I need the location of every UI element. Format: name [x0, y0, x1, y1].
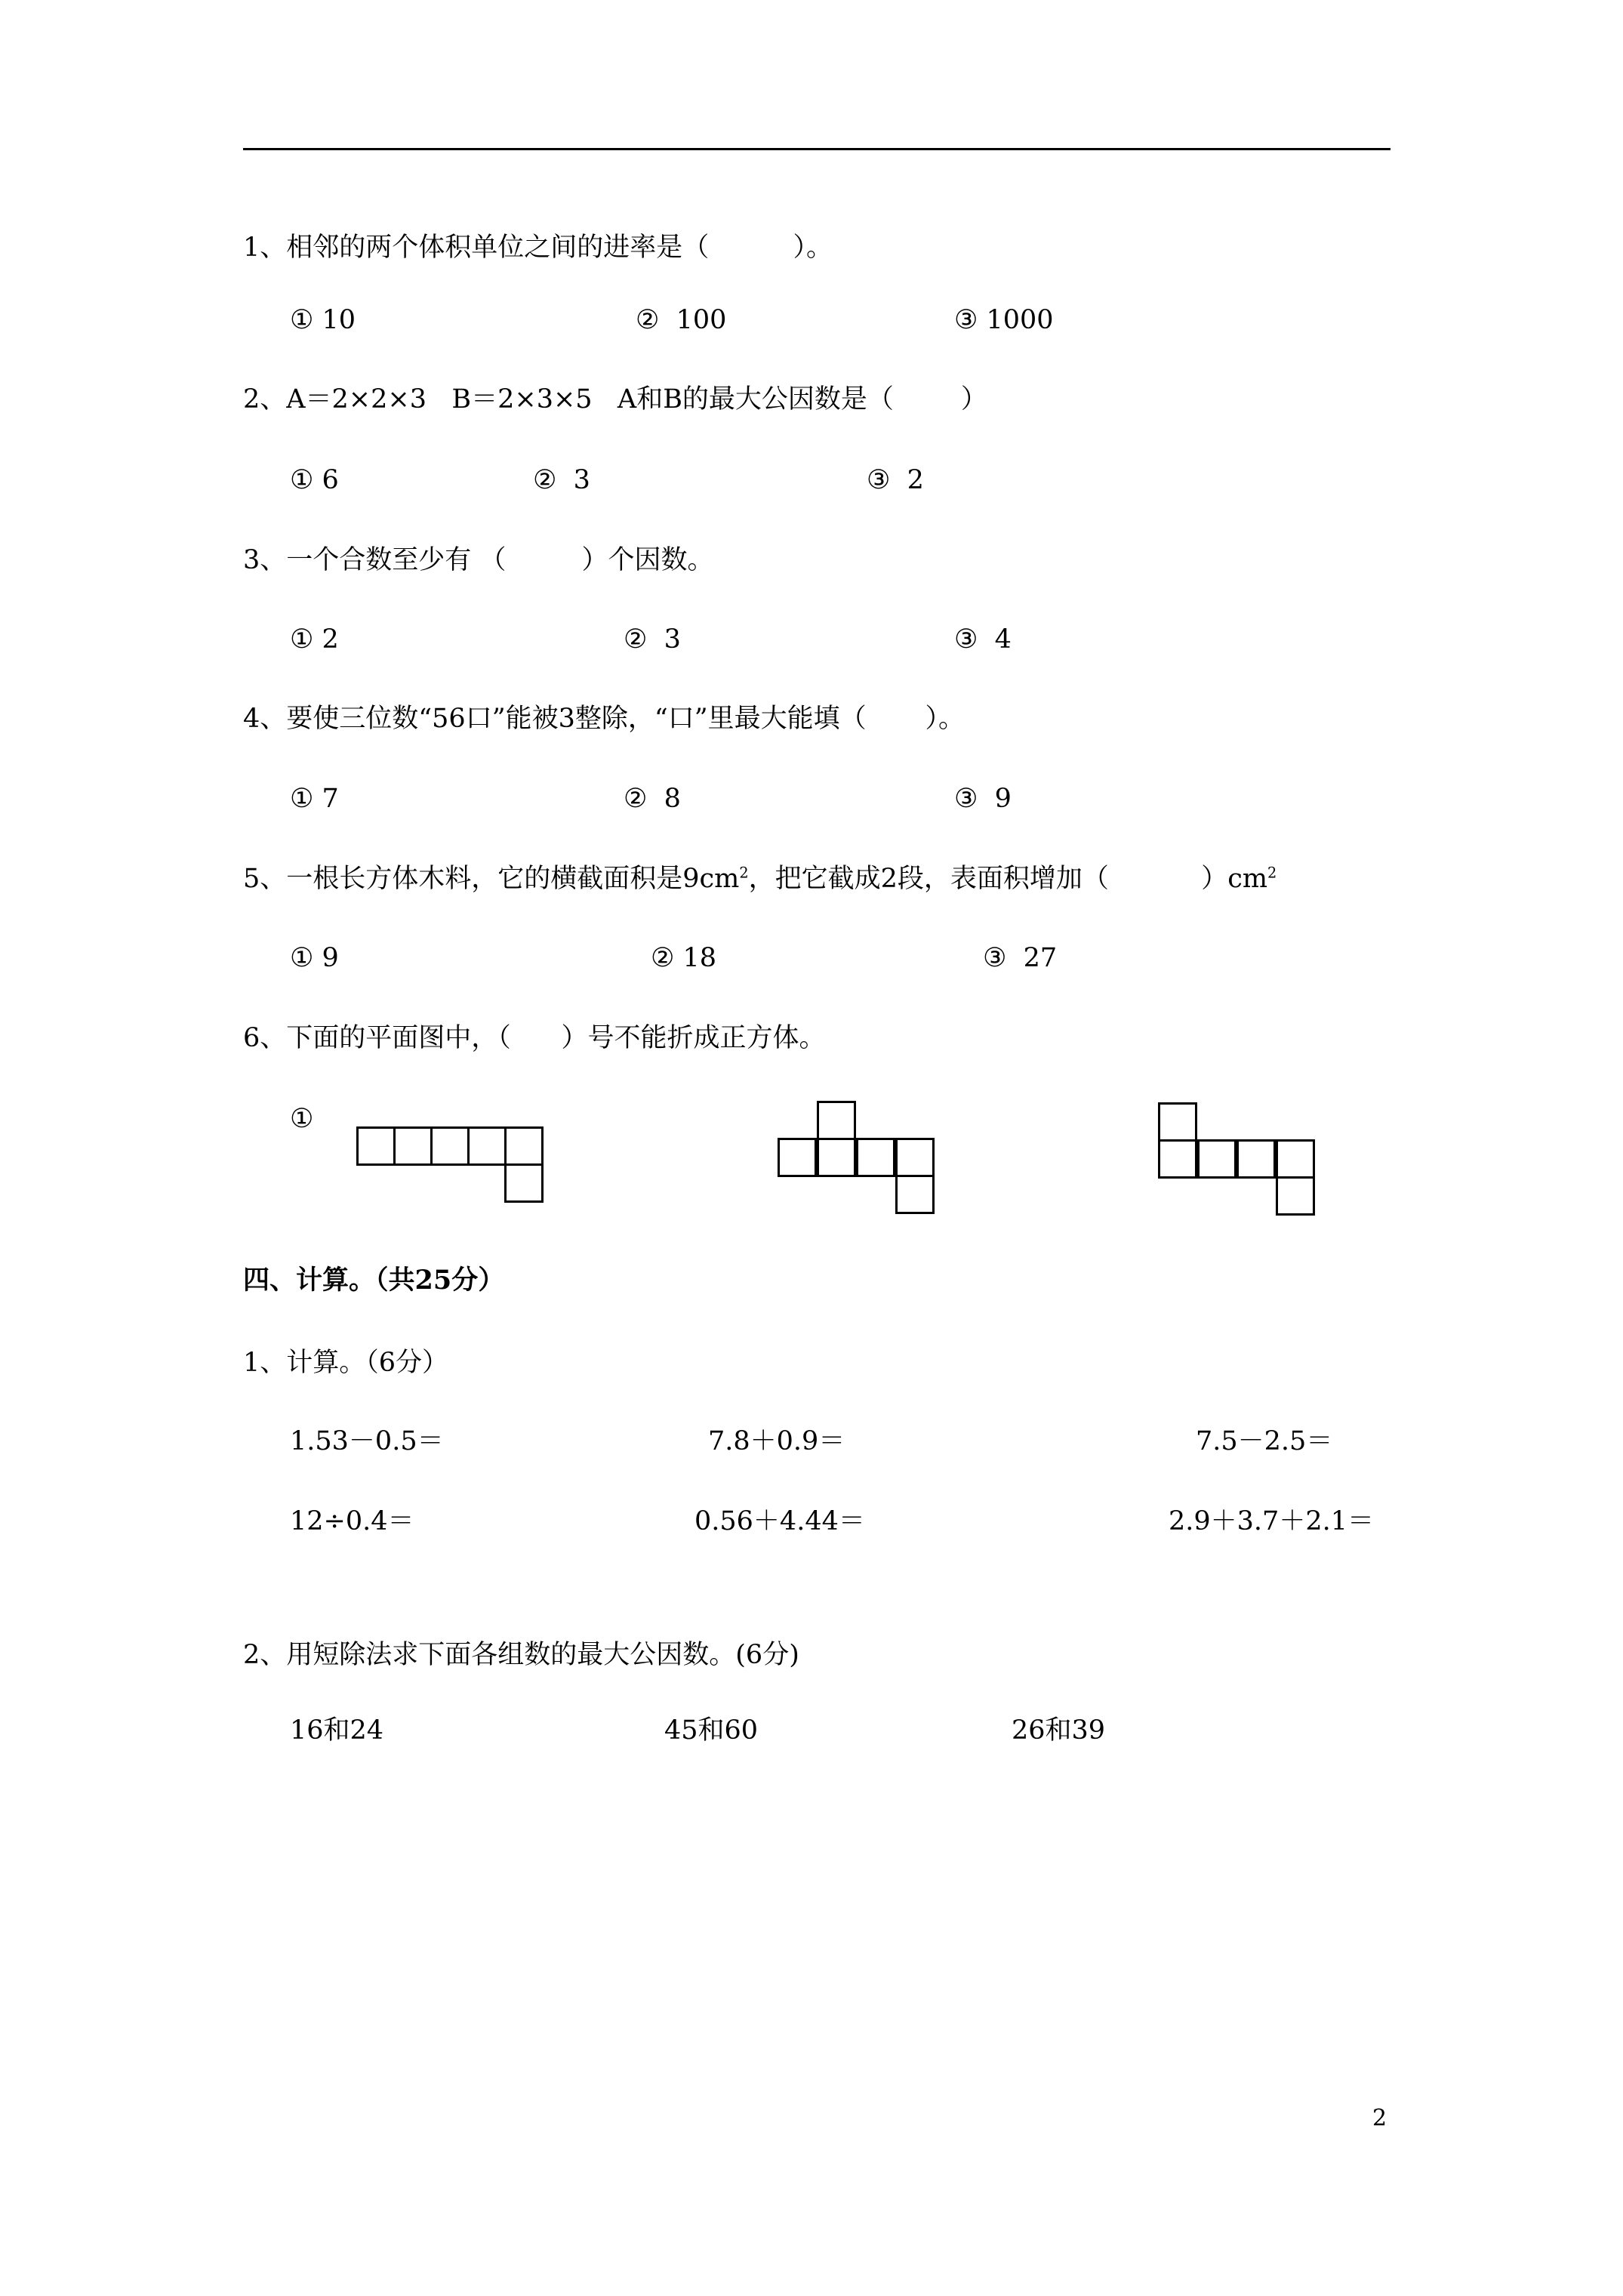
question-3-stem: 3、一个合数至少有 （ ）个因数。	[243, 545, 714, 575]
question-5-option-1: ① 9	[290, 943, 339, 973]
net-square	[430, 1126, 470, 1166]
calc-1-2: 7.8＋0.9＝	[708, 1426, 845, 1456]
net-square	[1158, 1139, 1197, 1179]
calc-1-3: 7.5－2.5＝	[1196, 1426, 1333, 1456]
calc-2-2: 0.56＋4.44＝	[694, 1506, 865, 1536]
header-rule	[243, 148, 1390, 150]
question-4-option-1: ① 7	[290, 784, 339, 814]
question-1-stem: 1、相邻的两个体积单位之间的进率是（ ）。	[243, 233, 833, 263]
section-4-question-2-title: 2、用短除法求下面各组数的最大公因数。(6分)	[243, 1640, 799, 1670]
net-square	[467, 1126, 507, 1166]
calc-2-1: 12÷0.4＝	[290, 1506, 414, 1536]
question-2-stem: 2、A＝2×2×3 B＝2×3×5 A和B的最大公因数是（ ）	[243, 384, 987, 415]
question-3-option-1: ① 2	[290, 624, 339, 655]
cube-net-figure-2	[755, 1087, 996, 1246]
net-square	[856, 1138, 895, 1177]
net-square	[504, 1163, 544, 1203]
question-3-option-2: ② 3	[624, 624, 681, 655]
question-3-option-3: ③ 4	[954, 624, 1012, 655]
page-number: 2	[1372, 2105, 1387, 2131]
question-4-option-3: ③ 9	[954, 784, 1012, 814]
net-square	[778, 1138, 817, 1177]
question-2-option-3: ③ 2	[867, 465, 924, 495]
net-square	[1276, 1176, 1315, 1216]
question-4-stem: 4、要使三位数“56口”能被3整除，“口”里最大能填（ ）。	[243, 704, 965, 734]
question-4-option-2: ② 8	[624, 784, 681, 814]
question-1-option-2: ② 100	[636, 305, 727, 335]
net-square	[1276, 1139, 1315, 1179]
question-1-option-3: ③ 1000	[954, 305, 1054, 335]
question-5-option-2: ② 18	[651, 943, 717, 973]
question-6-option-1-marker: ①	[290, 1104, 314, 1134]
calc-1-1: 1.53－0.5＝	[290, 1426, 444, 1456]
calc-2-3: 2.9＋3.7＋2.1＝	[1169, 1506, 1374, 1536]
question-2-option-1: ① 6	[290, 465, 339, 495]
net-square	[895, 1138, 935, 1177]
question-2-option-2: ② 3	[533, 465, 590, 495]
net-square	[356, 1126, 396, 1166]
net-square	[817, 1138, 856, 1177]
gcd-group-3: 26和39	[1012, 1715, 1106, 1746]
net-square	[1236, 1139, 1276, 1179]
question-6-stem: 6、下面的平面图中，（ ）号不能折成正方体。	[243, 1023, 826, 1053]
net-square	[1197, 1139, 1236, 1179]
section-4-question-1-title: 1、计算。（6分）	[243, 1348, 449, 1378]
net-square	[817, 1101, 856, 1140]
question-1-option-1: ① 10	[290, 305, 356, 335]
gcd-group-1: 16和24	[290, 1715, 384, 1746]
question-5-stem: 5、一根长方体木料，它的横截面积是$9cm^2$，把它截成2段，表面积增加（ ）$cm^2$	[243, 864, 1277, 894]
net-square	[504, 1126, 544, 1166]
cube-net-figure-3	[1147, 1081, 1397, 1249]
net-square	[1158, 1102, 1197, 1142]
net-square	[393, 1126, 433, 1166]
question-5-option-3: ③ 27	[983, 943, 1058, 973]
gcd-group-2: 45和60	[664, 1715, 759, 1746]
cube-net-figure-1	[344, 1113, 610, 1226]
section-4-title: 四、计算。（共25分）	[243, 1265, 505, 1296]
net-square	[895, 1175, 935, 1214]
